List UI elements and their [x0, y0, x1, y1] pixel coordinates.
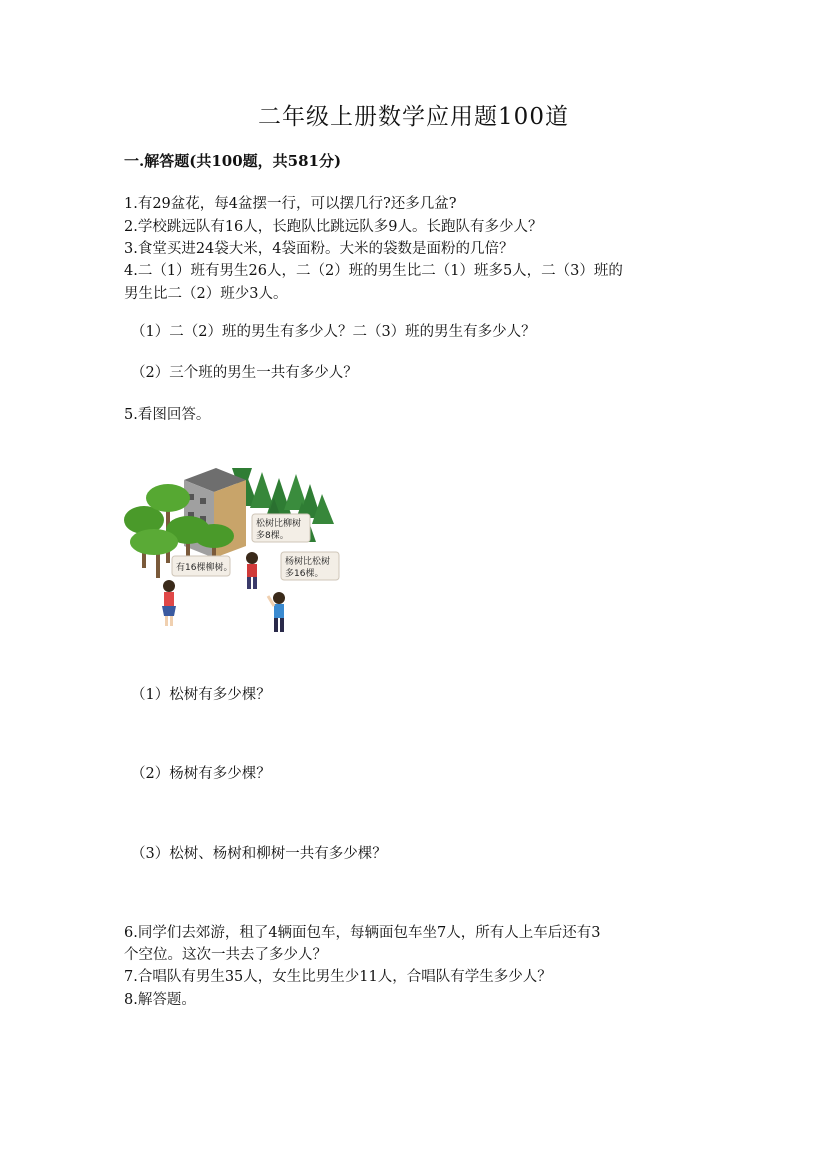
bubble-willow-text: 有16棵柳树。 — [176, 563, 233, 573]
bubble-pine-line-2: 多8棵。 — [256, 531, 289, 541]
bubble-poplar-line-2: 多16棵。 — [285, 569, 324, 579]
trees-illustration — [124, 458, 344, 643]
girl-figure — [162, 580, 176, 626]
question-7: 7.合唱队有男生35人，女生比男生少11人，合唱队有学生多少人？ — [124, 969, 552, 985]
bubble-poplar — [281, 552, 339, 580]
question-4-line-2: 男生比二（2）班少3人。 — [124, 286, 288, 302]
bubble-willow — [172, 556, 232, 576]
question-4-line-1: 4.二（1）班有男生26人，二（2）班的男生比二（1）班多5人，二（3）班的 — [124, 263, 623, 279]
question-5-sub-3: （3）松树、杨树和柳树一共有多少棵？ — [131, 846, 387, 862]
bubble-pine — [252, 514, 310, 542]
question-5-sub-1: （1）松树有多少棵？ — [131, 687, 271, 703]
question-2: 2.学校跳远队有16人，长跑队比跳远队多9人。长跑队有多少人？ — [124, 219, 543, 235]
bubble-poplar-line-1: 杨树比松树 — [285, 557, 331, 567]
section-heading: 一.解答题(共100题，共581分) — [124, 152, 342, 170]
question-5-sub-2: （2）杨树有多少棵？ — [131, 766, 271, 782]
bubble-pine-line-1: 松树比柳树 — [256, 519, 302, 529]
question-4-sub-1: （1）二（2）班的男生有多少人？二（3）班的男生有多少人？ — [131, 324, 536, 340]
question-6-line-1: 6.同学们去郊游，租了4辆面包车，每辆面包车坐7人，所有人上车后还有3 — [124, 925, 601, 941]
question-3: 3.食堂买进24袋大米，4袋面粉。大米的袋数是面粉的几倍？ — [124, 241, 514, 257]
question-8: 8.解答题。 — [124, 992, 196, 1008]
question-1: 1.有29盆花，每4盆摆一行，可以摆几行?还多几盆? — [124, 196, 457, 212]
question-4-sub-2: （2）三个班的男生一共有多少人？ — [131, 365, 358, 381]
boy-figure-2 — [268, 592, 285, 632]
page-title: 二年级上册数学应用题100道 — [258, 104, 569, 130]
question-6-line-2: 个空位。这次一共去了多少人？ — [124, 947, 327, 963]
question-5: 5.看图回答。 — [124, 407, 211, 423]
boy-figure-1 — [246, 552, 258, 589]
